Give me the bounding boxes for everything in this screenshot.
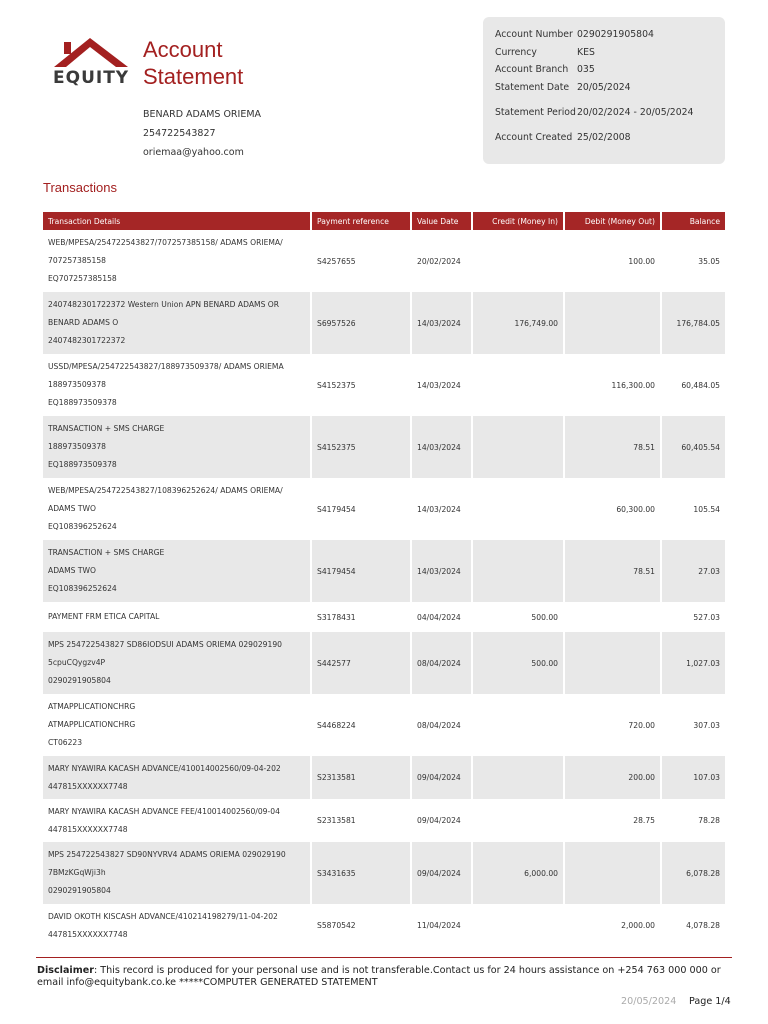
customer-email: oriemaa@yahoo.com <box>143 147 244 158</box>
transactions-heading: Transactions <box>43 180 117 195</box>
col-debit: Debit (Money Out) <box>564 212 661 230</box>
cell-value-date: 14/03/2024 <box>411 540 472 602</box>
detail-line: ADAMS TWO <box>48 504 97 513</box>
detail-line: EQ707257385158 <box>48 274 117 283</box>
info-account-created: Account Created 25/02/2008 <box>495 132 631 144</box>
detail-line: MARY NYAWIRA KACASH ADVANCE/410014002560/09-04-202 <box>48 763 281 773</box>
cell-balance: 527.03 <box>661 602 725 632</box>
cell-value-date: 09/04/2024 <box>411 799 472 842</box>
cell-balance: 27.03 <box>661 540 725 602</box>
detail-line: 447815XXXXXX7748 <box>48 781 128 791</box>
cell-reference: S442577 <box>311 632 411 694</box>
cell-credit: 6,000.00 <box>472 842 564 904</box>
cell-reference: S4179454 <box>311 540 411 602</box>
cell-debit: 116,300.00 <box>564 354 661 416</box>
cell-balance: 105.54 <box>661 478 725 540</box>
info-account-number: Account Number 0290291905804 <box>495 29 654 41</box>
detail-line: 447815XXXXXX7748 <box>48 824 128 834</box>
detail-line: 7BMzKGqWji3h <box>48 868 106 877</box>
cell-debit: 100.00 <box>564 230 661 292</box>
cell-details <box>43 416 311 478</box>
detail-line: 0290291905804 <box>48 676 111 685</box>
cell-debit <box>564 292 661 354</box>
detail-line: 2407482301722372 Western Union APN BENARD ADAMS OR <box>48 300 280 309</box>
cell-debit: 60,300.00 <box>564 478 661 540</box>
table-row <box>43 416 725 478</box>
cell-balance: 1,027.03 <box>661 632 725 694</box>
cell-value-date: 14/03/2024 <box>411 416 472 478</box>
cell-value-date: 08/04/2024 <box>411 632 472 694</box>
detail-line: ADAMS TWO <box>48 566 97 575</box>
detail-line: USSD/MPESA/254722543827/188973509378/ ADAMS ORIEMA <box>48 362 284 371</box>
detail-line: 707257385158 <box>48 256 106 265</box>
cell-value-date: 09/04/2024 <box>411 842 472 904</box>
cell-debit: 28.75 <box>564 799 661 842</box>
cell-details <box>43 799 311 842</box>
account-info-panel <box>483 17 725 164</box>
brand-name: EQUITY <box>53 68 130 88</box>
cell-credit <box>472 694 564 756</box>
cell-reference: S5870542 <box>311 904 411 947</box>
detail-line: BENARD ADAMS O <box>48 318 119 327</box>
cell-credit <box>472 799 564 842</box>
cell-debit: 200.00 <box>564 756 661 799</box>
detail-line: TRANSACTION + SMS CHARGE <box>48 548 165 557</box>
cell-credit <box>472 416 564 478</box>
document-title: Account Statement <box>143 37 244 89</box>
table-row <box>43 478 725 540</box>
cell-reference: S4468224 <box>311 694 411 756</box>
detail-line: WEB/MPESA/254722543827/108396252624/ ADAMS ORIEMA/ <box>48 486 283 495</box>
cell-details <box>43 632 311 694</box>
cell-credit <box>472 478 564 540</box>
cell-credit: 176,749.00 <box>472 292 564 354</box>
cell-balance: 78.28 <box>661 799 725 842</box>
info-statement-date: Statement Date 20/05/2024 <box>495 81 631 93</box>
cell-reference: S6957526 <box>311 292 411 354</box>
table-row <box>43 904 725 947</box>
detail-line: 0290291905804 <box>48 886 111 895</box>
detail-line: 188973509378 <box>48 442 106 451</box>
cell-credit: 500.00 <box>472 632 564 694</box>
cell-value-date: 20/02/2024 <box>411 230 472 292</box>
col-payment-reference: Payment reference <box>311 212 411 230</box>
detail-line: EQ188973509378 <box>48 398 117 407</box>
cell-reference: S2313581 <box>311 756 411 799</box>
cell-value-date: 14/03/2024 <box>411 292 472 354</box>
detail-line: ATMAPPLICATIONCHRG <box>48 720 136 729</box>
cell-value-date: 14/03/2024 <box>411 478 472 540</box>
detail-line: 188973509378 <box>48 380 106 389</box>
cell-details <box>43 694 311 756</box>
cell-credit <box>472 354 564 416</box>
cell-balance: 35.05 <box>661 230 725 292</box>
col-credit: Credit (Money In) <box>472 212 564 230</box>
cell-value-date: 08/04/2024 <box>411 694 472 756</box>
detail-line: MPS 254722543827 SD90NYVRV4 ADAMS ORIEMA 029029190 <box>48 850 286 859</box>
table-row <box>43 842 725 904</box>
cell-balance: 60,405.54 <box>661 416 725 478</box>
cell-credit <box>472 756 564 799</box>
detail-line: WEB/MPESA/254722543827/707257385158/ ADAMS ORIEMA/ <box>48 238 283 247</box>
cell-reference: S4152375 <box>311 416 411 478</box>
detail-line: 5cpuCQygzv4P <box>48 658 106 667</box>
cell-details <box>43 292 311 354</box>
table-row <box>43 756 725 799</box>
detail-line: EQ188973509378 <box>48 460 117 469</box>
cell-reference: S4152375 <box>311 354 411 416</box>
customer-name: BENARD ADAMS ORIEMA <box>143 109 262 120</box>
cell-reference: S3178431 <box>311 602 411 632</box>
table-row <box>43 292 725 354</box>
cell-debit: 78.51 <box>564 416 661 478</box>
detail-line: CT06223 <box>48 738 83 747</box>
detail-line: EQ108396252624 <box>48 522 117 531</box>
table-header-row <box>43 212 725 230</box>
info-account-branch: Account Branch 035 <box>495 64 595 76</box>
transactions-body <box>43 230 725 947</box>
cell-value-date: 04/04/2024 <box>411 602 472 632</box>
customer-phone: 254722543827 <box>143 128 216 139</box>
detail-line: 447815XXXXXX7748 <box>48 929 128 939</box>
detail-line: TRANSACTION + SMS CHARGE <box>48 424 165 433</box>
detail-line: PAYMENT FRM ETICA CAPITAL <box>48 612 160 621</box>
col-value-date: Value Date <box>411 212 472 230</box>
cell-debit: 78.51 <box>564 540 661 602</box>
col-transaction-details: Transaction Details <box>43 212 311 230</box>
cell-balance: 176,784.05 <box>661 292 725 354</box>
detail-line: 2407482301722372 <box>48 336 126 345</box>
detail-line: MPS 254722543827 SD86IODSUI ADAMS ORIEMA 029029190 <box>48 640 283 649</box>
cell-debit: 720.00 <box>564 694 661 756</box>
cell-reference: S4257655 <box>311 230 411 292</box>
cell-reference: S2313581 <box>311 799 411 842</box>
cell-reference: S4179454 <box>311 478 411 540</box>
cell-credit: 500.00 <box>472 602 564 632</box>
cell-reference: S3431635 <box>311 842 411 904</box>
cell-value-date: 14/03/2024 <box>411 354 472 416</box>
detail-line: MARY NYAWIRA KACASH ADVANCE FEE/410014002560/09-04 <box>48 806 280 816</box>
cell-balance: 4,078.28 <box>661 904 725 947</box>
table-row <box>43 799 725 842</box>
cell-details <box>43 230 311 292</box>
cell-debit: 2,000.00 <box>564 904 661 947</box>
cell-value-date: 11/04/2024 <box>411 904 472 947</box>
cell-balance: 307.03 <box>661 694 725 756</box>
cell-balance: 6,078.28 <box>661 842 725 904</box>
page-number: Page 1/4 <box>689 996 731 1007</box>
cell-credit <box>472 540 564 602</box>
transactions-table <box>43 212 725 947</box>
footer-divider <box>36 957 732 958</box>
footer-date: 20/05/2024 <box>621 996 677 1007</box>
table-row <box>43 354 725 416</box>
house-roof-icon <box>52 36 130 68</box>
cell-details <box>43 904 311 947</box>
cell-debit <box>564 632 661 694</box>
col-balance: Balance <box>661 212 725 230</box>
detail-line: ATMAPPLICATIONCHRG <box>48 702 136 711</box>
table-row <box>43 694 725 756</box>
cell-credit <box>472 904 564 947</box>
cell-details <box>43 756 311 799</box>
table-row <box>43 230 725 292</box>
table-row <box>43 602 725 632</box>
cell-details <box>43 354 311 416</box>
cell-details <box>43 540 311 602</box>
detail-line: DAVID OKOTH KISCASH ADVANCE/410214198279/11-04-202 <box>48 911 278 921</box>
equity-logo <box>52 36 130 92</box>
cell-details <box>43 602 311 632</box>
detail-line: EQ108396252624 <box>48 584 117 593</box>
cell-details <box>43 478 311 540</box>
cell-value-date: 09/04/2024 <box>411 756 472 799</box>
cell-details <box>43 842 311 904</box>
disclaimer: Disclaimer: This record is produced for your personal use and is not transferable.Contact us for 24 hours assistance on +254 763 000 000 or email info@equitybank.co.ke *****COMPUTER GENERATED STATEMENT <box>37 965 721 988</box>
info-statement-period: Statement Period 20/02/2024 - 20/05/2024 <box>495 107 694 118</box>
customer-details <box>143 108 261 165</box>
cell-debit <box>564 602 661 632</box>
table-row <box>43 540 725 602</box>
cell-balance: 60,484.05 <box>661 354 725 416</box>
info-currency: Currency KES <box>495 46 595 58</box>
cell-credit <box>472 230 564 292</box>
cell-debit <box>564 842 661 904</box>
cell-balance: 107.03 <box>661 756 725 799</box>
table-row <box>43 632 725 694</box>
